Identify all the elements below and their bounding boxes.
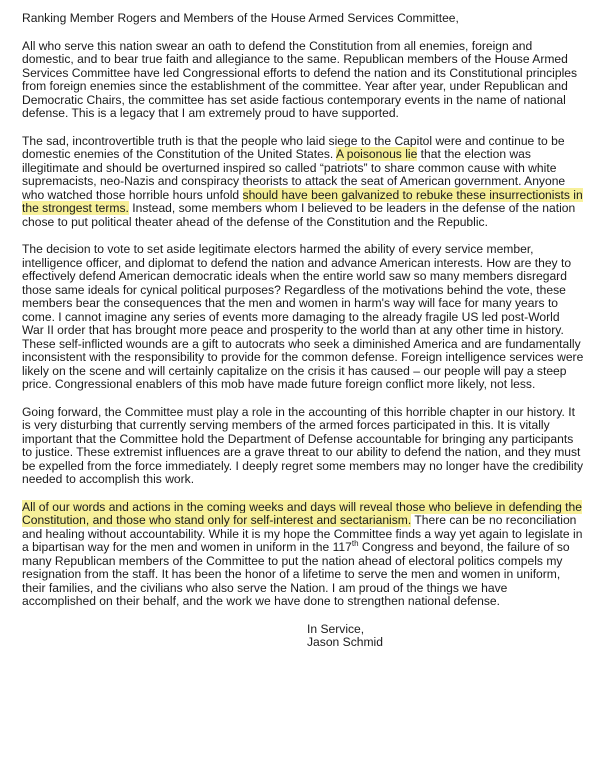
signature-block	[307, 623, 584, 650]
paragraph-5-text-b: Congress and beyond, the failure of so many Republican members of the Committee to put the nation ahead of electoral politics compels my resignation from the staff. It has been the honor of a lifetime to serve the men and women in uniform, their families, and the civilians who also serve the Nation. I am proud of the things we have accomplished on their behalf, and the work we have done to strengthen national defense.	[22, 540, 570, 608]
highlight-rebuke-insurrectionists: should have been galvanized to rebuke these insurrectionists in the strongest terms.	[22, 187, 583, 215]
paragraph-5-text-a: There can be no reconciliation and healing without accountability. While it is my hope the Committee finds a way yet again to legislate in a bipartisan way for the men and women in uniform in the 117	[22, 513, 583, 554]
signer-name: Jason Schmid	[307, 635, 383, 649]
paragraph-1: All who serve this nation swear an oath to defend the Constitution from all enemies, foreign and domestic, and to bear true faith and allegiance to the same. Republican members of the House Armed Services Committee have led Congressional efforts to defend the nation and its Constitutional principles from foreign enemies since the establishment of the committee. Year after year, under Republican and Democratic Chairs, the committee has set aside factious contemporary events in the name of national defense. This is a legacy that I am extremely proud to have supported.	[22, 38, 578, 120]
highlight-poisonous-lie: A poisonous lie	[335, 147, 418, 161]
paragraph-2-text-b: that the election was illegitimate and should be overturned inspired so called “patriots” to share common cause with white supremacists, neo-Nazis and conspiracy theorists to attack the seat of American government. Anyone who watched those horrible hours unfold	[22, 147, 566, 202]
ordinal-superscript: th	[351, 538, 359, 548]
paragraph-3: The decision to vote to set aside legitimate electors harmed the ability of every service member, intelligence officer, and diplomat to defend the nation and advance American interests. How are they to effectively defend American democratic ideals when the entire world saw so many members disregard those same ideals for cynical political purposes? Regardless of the motivations behind the vote, these members bear the consequences that the men and women in harm's way will face for many years to come. I cannot imagine any series of events more damaging to the already fragile US led post-World War II order that has brought more peace and prosperity to the world than at any other time in history. These self-inflicted wounds are a gift to autocrats who seek a diminished America and are fundamentally inconsistent with the responsibility to provide for the common defense. Foreign intelligence services were likely on the scene and will certainly capitalize on the crisis it has caused – our people will pay a steep price. Congressional enablers of this mob have made future foreign conflict more likely, not less.	[22, 242, 584, 391]
salutation: Ranking Member Rogers and Members of the House Armed Services Committee,	[22, 11, 459, 25]
paragraph-2-text-a: The sad, incontrovertible truth is that the people who laid siege to the Capitol were and continue to be domestic enemies of the Constitution of the United States.	[22, 133, 565, 161]
closing: In Service,	[307, 621, 365, 636]
paragraph-2-text-c: Instead, some members whom I believed to be leaders in the defense of the nation chose to put political theater ahead of the defense of the Constitution and the Republic.	[22, 201, 576, 229]
paragraph-4: Going forward, the Committee must play a role in the accounting of this horrible chapter in our history. It is very disturbing that currently serving members of the armed forces participated in this. It is vitally important that the Committee hold the Department of Defense accountable for bringing any participants to justice. These extremist influences are a grave threat to our ability to defend the nation, and they must be expelled from the force immediately. I deeply regret some members may no longer have the credibility needed to accomplish this work.	[22, 404, 584, 486]
paragraph-2	[22, 135, 584, 230]
paragraph-5	[22, 501, 584, 609]
letter-page	[22, 12, 584, 650]
highlight-words-and-actions: All of our words and actions in the coming weeks and days will reveal those who believe in defending the Constitution, and those who stand only for self-interest and sectarianism.	[22, 499, 582, 527]
